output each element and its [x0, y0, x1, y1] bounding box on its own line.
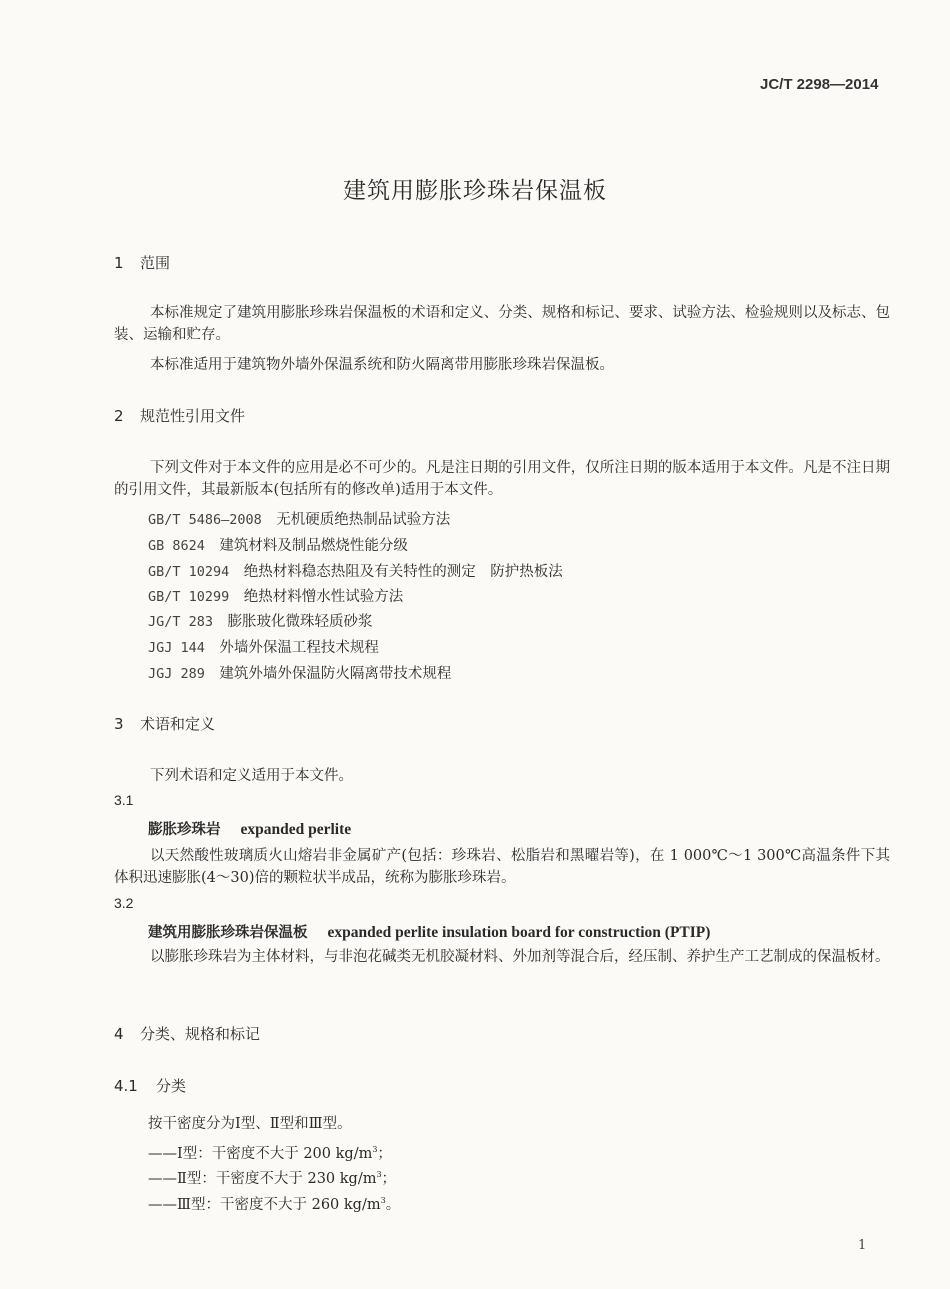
reference-item: JGJ 289 建筑外墙外保温防火隔离带技术规程	[148, 666, 452, 682]
reference-item: JGJ 144 外墙外保温工程技术规程	[148, 640, 379, 656]
section-1-paragraph-1: 本标准规定了建筑用膨胀珍珠岩保温板的术语和定义、分类、规格和标记、要求、试验方法、检验规则以及标志、包装、运输和贮存。	[114, 305, 890, 343]
list-item: ——Ⅱ型：干密度不大于 230 $kg/m^3$；	[148, 1170, 397, 1187]
section-2-paragraph-1: 下列文件对于本文件的应用是必不可少的。凡是注日期的引用文件，仅所注日期的版本适用于本文件。凡是不注日期的引用文件，其最新版本(包括所有的修改单)适用于本文件。	[114, 460, 890, 498]
reference-item: JG/T 283 膨胀玻化微珠轻质砂浆	[148, 614, 373, 630]
page-number: 1	[858, 1238, 867, 1253]
section-heading-4: 4 分类、规格和标记	[114, 1025, 261, 1043]
term-heading: 膨胀珍珠岩 expanded perlite	[148, 821, 352, 838]
classification-intro: 按干密度分为Ⅰ型、Ⅱ型和Ⅲ型。	[148, 1116, 352, 1132]
section-heading-3: 3 术语和定义	[114, 715, 216, 733]
reference-item: GB/T 10294 绝热材料稳态热阻及有关特性的测定 防护热板法	[148, 564, 563, 580]
section-heading-2: 2 规范性引用文件	[114, 407, 246, 425]
list-item: ——Ⅲ型：干密度不大于 260 $kg/m^3$。	[148, 1196, 401, 1213]
list-item: ——Ⅰ型：干密度不大于 200 $kg/m^3$；	[148, 1145, 392, 1162]
section-heading-1: 1 范围	[114, 254, 171, 272]
term-definition: 以膨胀珍珠岩为主体材料，与非泡花碱类无机胶凝材料、外加剂等混合后，经压制、养护生产工艺制成的保温板材。	[150, 949, 890, 965]
page-title: 建筑用膨胀珍珠岩保温板	[343, 178, 607, 204]
section-1-paragraph-2: 本标准适用于建筑物外墙外保温系统和防火隔离带用膨胀珍珠岩保温板。	[150, 357, 614, 373]
term-definition: 以天然酸性玻璃质火山熔岩非金属矿产(包括：珍珠岩、松脂岩和黑曜岩等)，在 1 000℃～1 300℃高温条件下其体积迅速膨胀(4～30)倍的颗粒状半成品，统称为膨胀珍珠岩。	[114, 848, 890, 886]
section-3-paragraph-1: 下列术语和定义适用于本文件。	[150, 768, 353, 784]
reference-item: GB 8624 建筑材料及制品燃烧性能分级	[148, 538, 408, 554]
term-number: 3.2	[114, 895, 134, 911]
standard-code: JC/T 2298—2014	[760, 76, 879, 93]
reference-item: GB/T 5486—2008 无机硬质绝热制品试验方法	[148, 512, 451, 528]
term-number: 3.1	[114, 792, 134, 808]
section-heading-4-1: 4.1 分类	[114, 1077, 187, 1095]
reference-item: GB/T 10299 绝热材料憎水性试验方法	[148, 589, 404, 605]
term-heading: 建筑用膨胀珍珠岩保温板 expanded perlite insulation board for construction (PTIP)	[148, 924, 711, 941]
